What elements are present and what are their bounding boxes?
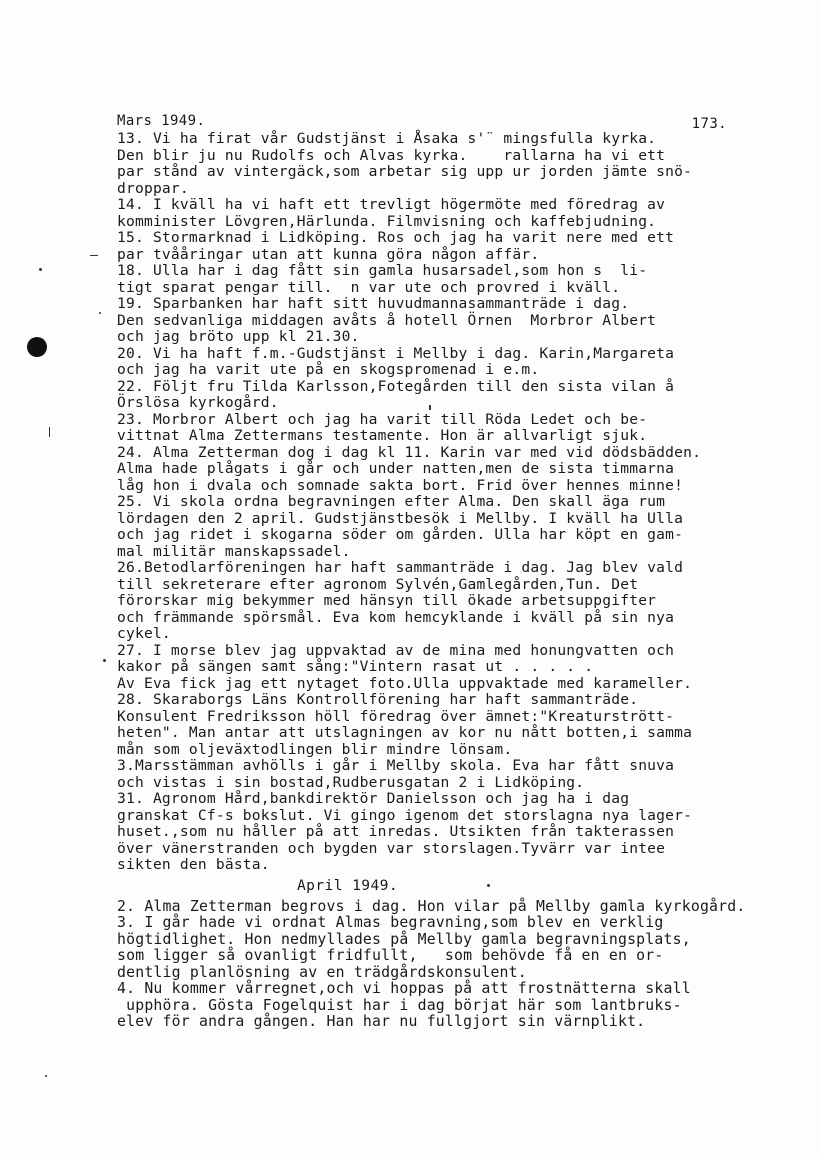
diary-text <box>117 131 807 1031</box>
text-line: granskat Cf-s bokslut. Vi gingo igenom det storslagna nya lager- <box>117 806 693 824</box>
text-line: sikten den bästa. <box>117 856 270 873</box>
april-entries <box>117 899 807 1031</box>
text-line: par tvååringar utan att kunna göra någon affär. <box>117 245 540 263</box>
text-line: 31. Agronom Hård,bankdirektör Danielsson och jag ha i dag <box>117 790 630 807</box>
header-month: Mars 1949. <box>117 113 206 129</box>
text-line: Av Eva fick jag ett nytaget foto.Ulla uppvaktade med karameller. <box>117 674 693 692</box>
text-line: komminister Lövgren,Härlunda. Filmvisning och kaffebjudning. <box>117 212 657 230</box>
text-line: 2. Alma Zetterman begrovs i dag. Hon vilar på Mellby gamla kyrkogård. <box>117 897 746 915</box>
text-line: och jag ridet i skogarna söder om gården. Ulla har köpt en gam- <box>117 526 684 543</box>
april-heading: April 1949. <box>297 876 399 894</box>
page-number: 173. <box>691 116 727 132</box>
scan-speck <box>45 1075 47 1077</box>
text-line: 24. Alma Zetterman dog i dag kl 11. Karin var med vid dödsbädden. <box>117 443 702 461</box>
text-line: Alma hade plågats i går och under natten,men de sista timmarna <box>117 460 675 477</box>
text-line: mal militär manskapssadel. <box>117 542 351 560</box>
text-line: Den blir ju nu Rudolfs och Alvas kyrka. rallarna ha vi ett <box>117 146 666 164</box>
scan-speck <box>429 405 431 410</box>
text-line: 14. I kväll ha vi haft ett trevligt högermöte med föredrag av <box>117 196 666 213</box>
text-line: upphöra. Gösta Fogelquist har i dag börjat här som lantbruks- <box>117 996 682 1014</box>
text-line: Konsulent Fredriksson höll föredrag över ämnet:"Kreaturstrött- <box>117 707 675 725</box>
text-line: lördagen den 2 april. Gudstjänstbesök i Mellby. I kväll ha Ulla <box>117 509 684 527</box>
text-line: 20. Vi ha haft f.m.-Gudstjänst i Mellby i dag. Karin,Margareta <box>117 344 675 362</box>
text-line: dentlig planlösning av en trädgårdskonsulent. <box>117 963 527 981</box>
scan-speck <box>487 884 490 887</box>
scan-speck <box>99 312 101 314</box>
text-line: låg hon i dvala och somnade sakta bort. Frid över hennes minne! <box>117 476 684 494</box>
text-line: 18. Ulla har i dag fått sin gamla husarsadel,som hon s li- <box>117 262 648 279</box>
text-line: 28. Skaraborgs Läns Kontrollförening har haft sammanträde. <box>117 691 639 708</box>
text-line: och vistas i sin bostad,Rudberusgatan 2 i Lidköping. <box>117 773 585 791</box>
text-line: och främmande spörsmål. Eva kom hemcyklande i kväll på sin nya <box>117 608 675 626</box>
text-line: över vänerstranden och bygden var storslagen.Tyvärr var intee <box>117 839 666 857</box>
scan-speck <box>49 427 50 437</box>
march-entries <box>117 131 807 874</box>
scan-speck <box>103 659 106 662</box>
text-line: 19. Sparbanken har haft sitt huvudmannasammanträde i dag. <box>117 295 630 312</box>
text-line: och jag ha varit ute på en skogspromenad i e.m. <box>117 361 540 378</box>
text-line: som ligger så ovanligt fridfullt, som behövde få en en or- <box>117 947 664 964</box>
text-line: Örslösa kyrkogård. <box>117 394 279 411</box>
text-line: heten". Man antar att utslagningen av kor nu nått botten,i samma <box>117 724 693 741</box>
text-line: 26.Betodlarföreningen har haft sammanträde i dag. Jag blev vald <box>117 559 684 576</box>
text-line: droppar. <box>117 179 189 197</box>
text-line: kakor på sängen samt sång:"Vintern rasat ut . . . . . <box>117 658 594 675</box>
page-header <box>117 113 727 131</box>
text-line: 4. Nu kommer vårregnet,och vi hoppas på att frostnätterna skall <box>117 980 691 997</box>
scan-speck <box>90 255 98 256</box>
text-line: Den sedvanliga middagen avåts å hotell Örnen Morbror Albert <box>117 311 657 329</box>
text-line: 3.Marsstämman avhölls i går i Mellby skola. Eva har fått snuva <box>117 757 675 774</box>
text-line: högtidlighet. Hon nedmyllades på Mellby gamla begravningsplats, <box>117 930 691 948</box>
text-line: 15. Stormarknad i Lidköping. Ros och jag ha varit nere med ett <box>117 229 675 246</box>
punch-hole-mark <box>27 337 47 357</box>
text-line: elev för andra gången. Han har nu fullgjort sin värnplikt. <box>117 1013 646 1030</box>
scan-speck <box>39 268 42 271</box>
text-line: tigt sparat pengar till. n var ute och provred i kväll. <box>117 278 621 296</box>
text-line: vittnat Alma Zettermans testamente. Hon är allvarligt sjuk. <box>117 427 648 444</box>
text-line: cykel. <box>117 625 171 642</box>
text-line: förorskar mig bekymmer med hänsyn till ökade arbetsuppgifter <box>117 592 657 609</box>
text-line: huset.,som nu håller på att inredas. Utsikten från takterassen <box>117 823 675 840</box>
text-line: 25. Vi skola ordna begravningen efter Alma. Den skall äga rum <box>117 493 666 510</box>
text-line: 13. Vi ha firat vår Gudstjänst i Åsaka s'¨ mingsfulla kyrka. <box>117 130 657 147</box>
text-line: 27. I morse blev jag uppvaktad av de mina med honungvatten och <box>117 641 675 659</box>
text-line: 3. I går hade vi ordnat Almas begravning,som blev en verklig <box>117 914 664 931</box>
text-line: 22. Följt fru Tilda Karlsson,Fotegården till den sista vilan å <box>117 377 675 395</box>
text-line: par stånd av vintergäck,som arbetar sig upp ur jorden jämte snö- <box>117 163 693 180</box>
text-line: till sekreterare efter agronom Sylvén,Gamlegården,Tun. Det <box>117 575 639 593</box>
text-line: mån som oljeväxtodlingen blir mindre lönsam. <box>117 740 513 758</box>
text-line: och jag bröto upp kl 21.30. <box>117 328 360 345</box>
text-line: 23. Morbror Albert och jag ha varit till Röda Ledet och be- <box>117 410 648 428</box>
